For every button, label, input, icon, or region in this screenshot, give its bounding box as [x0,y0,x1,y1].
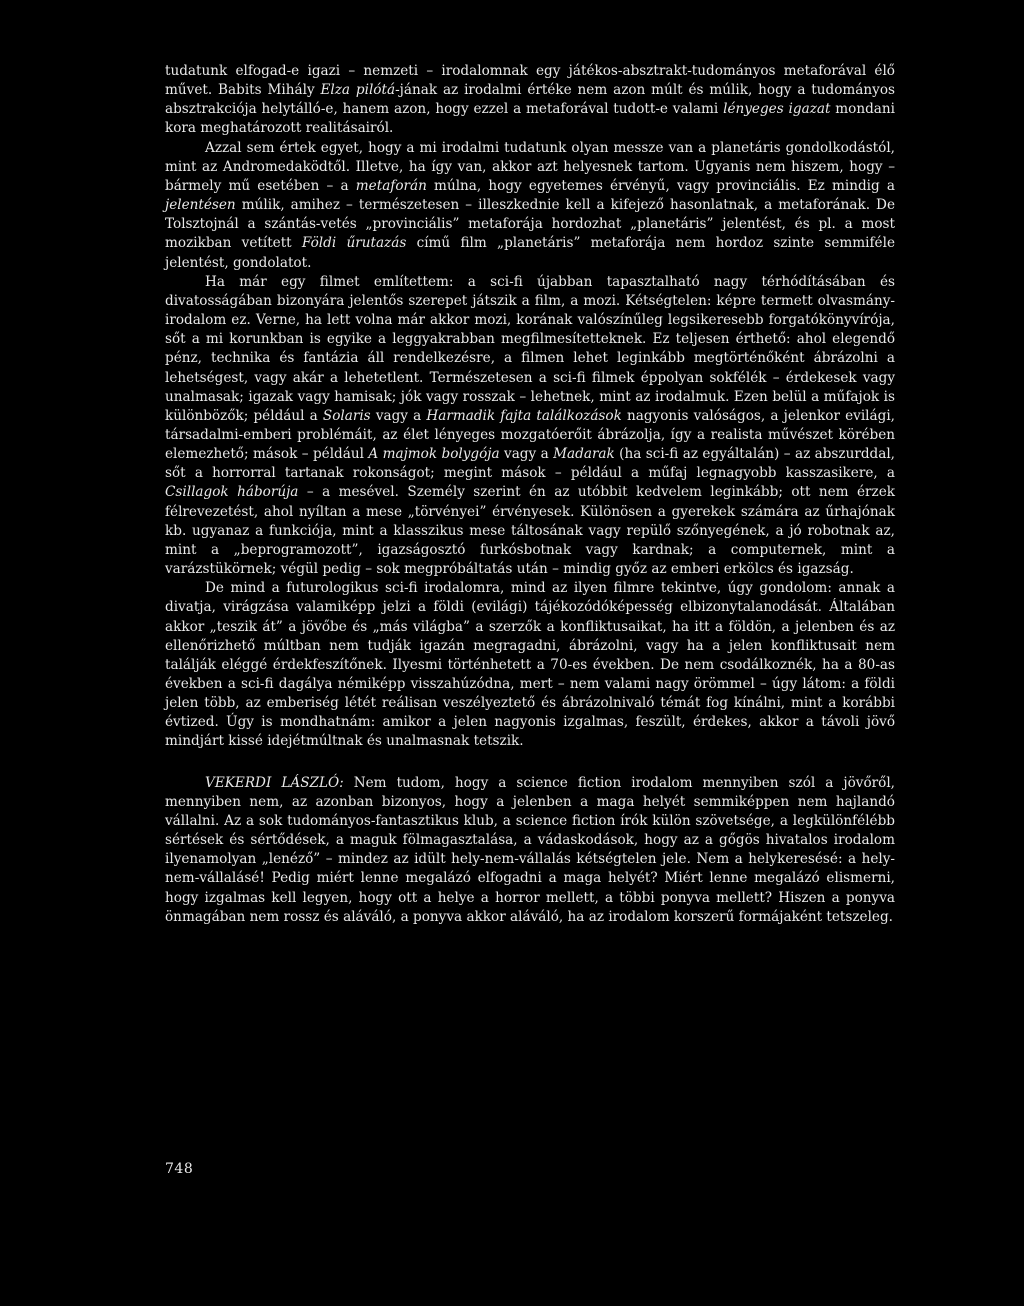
paragraph-3 [165,273,895,580]
text-segment: nagyonis valóságos, a jelenkor evilági, társadalmi-emberi problémáit, az élet lényeges mozgatóerőit ábrázolja, így a realista művészet körében elemezhető; mások – például [165,407,895,463]
text-segment: De mind a futurologikus sci-fi irodalomra, mind az ilyen filmre tekintve, úgy gondolom: annak a divatja, virágzása valamiképp jelzi a földi (evilági) tájékozódóképesség elbizonytalanodását. Általában akkor „teszik át” a jövőbe és „más világba” a szerzők a konfliktusaikat, ha itt a földön, a jelenben és az ellenőrizhető múltban nem tudják igazán megragadni, ábrázolni, vagy ha a jelen konfliktusait nem találják eléggé érdekfeszítőnek. Ilyesmi történhetett a 70-es években. De nem csodálkoznék, ha a 80-as években a sci-fi dagálya némiképp visszahúzódna, mert – nem valami nagy örömmel – úgy látom: a földi jelen több, az emberiség létét reálisan veszélyeztető és ábrázolnivaló témát fog kínálni, mint a korábbi évtized. Úgy is mondhatnám: amikor a jelen nagyonis izgalmas, feszült, érdekes, akkor a távoli jövő mindjárt kissé idejétmúltnak és unalmasnak tetszik. [165,580,895,750]
text-segment: Ha már egy filmet említettem: a sci-fi újabban tapasztalható nagy térhódításában és divatosságában bizonyára jelentős szerepet játszik a film, a mozi. Kétségtelen: képre termett olvasmány-irodalom ez. Verne, ha lett volna már akkor mozi, korának valószínűleg legsikeresebb forgatókönyvírója, sőt a mi korunkban is egyike a leggyakrabban megfilmesítetteknek. Ez teljesen érthető: ahol elegendő pénz, technika és fantázia áll rendelkezésre, a filmen lehet leginkább megtörténőként ábrázolni a lehetségest, vagy akár a lehetetlent. Természetesen a sci-fi filmek éppolyan sokfélék – érdekesek vagy unalmasak; igazak vagy hamisak; jók vagy rosszak – lehetnek, mint az irodalmuk. Ezen belül a műfajok is különbözők; például a [165,273,895,424]
text-segment: című film „planetáris” metaforája nem hordoz szinte semmiféle jelentést, gondolatot. [165,235,895,271]
italic-text-segment: Solaris [322,407,371,424]
text-segment: vagy a [370,407,427,424]
italic-text-segment: lényeges igazat [723,101,831,118]
italic-text-segment: Elza pilótá [320,82,396,99]
text-segment: (ha sci-fi az egyáltalán) – az abszurddal, sőt a horrorral tartanak rokonságot; megint mások – például a műfaj legnagyobb kasszasikere, a [165,446,896,482]
page-number: 748 [165,1161,194,1177]
italic-text-segment: Csillagok háborúja [165,484,299,501]
text-segment: múlik, amihez – természetesen – illeszkednie kell a kifejező hasonlatnak, a metaforának. De Tolsztojnál a szántás-vetés „provinciális” metaforája hordozhat „planetáris” jelentést, és pl. a most mozikban vetített [165,197,895,252]
text-segment: vagy a [499,446,554,463]
italic-text-segment: metaforán [355,177,427,194]
text-segment: Azzal sem értek egyet, hogy a mi irodalmi tudatunk olyan messze van a planetáris gondolkodástól, mint az Andromedaködtől. Illetve, ha így van, akkor azt helyesnek tartom. Ugyanis nem hiszem, hogy – bármely mű esetében – a [165,139,895,194]
text-segment: -jának az irodalmi értéke nem azon múlt és múlik, hogy a tudományos absztrakciója helytálló-e, hanem azon, hogy ezzel a metaforával tudott-e valami [165,82,896,118]
paragraph-4 [165,579,895,751]
italic-text-segment: A majmok bolygója [368,446,500,463]
paragraph-1 [165,62,895,139]
text-segment: – a mesével. Személy szerint én az utóbbit kedvelem leginkább; ott nem érzek félrevezetést, ahol nyíltan a mese „törvényei” érvényesek. Különösen a gyerekek számára az űrhajónak kb. ugyanaz a funkciója, mint a klasszikus mese táltosának vagy repülő szőnyegének, a jó robotnak az, mint a „beprogramozott”, igazságosztó furkósbotnak vagy kardnak; a computernek, mint a varázstükörnek; végül pedig – sok megpróbáltatás után – mindig győz az emberi erkölcs és igazság. [165,484,895,578]
paragraph-5-vekerdi [165,774,895,927]
italic-text-segment: Madarak [553,446,615,463]
italic-text-segment: jelentésen [165,197,236,214]
text-segment: Nem tudom, hogy a science fiction irodalom mennyiben szól a jövőről, mennyiben nem, az azonban bizonyos, hogy a jelenben a maga helyét semmiképpen nem hajlandó vállalni. Az a sok tudományos-fantasztikus klub, a science fiction írók külön szövetsége, a legkülönfélébb sértések és sértődések, a maguk fölmagasztalása, a vádaskodások, hogy az a gőgös hivatalos irodalom ilyenamolyan „lenéző” – mindez az idült hely-nem-vállalás kétségtelen jele. Nem a helykeresésé: a hely-nem-vállalásé! Pedig miért lenne megalázó elfogadni a maga helyét? Miért lenne megalázó elismerni, hogy izgalmas kell legyen, hogy ott a helye a horror mellett, a többi ponyva mellett? Hiszen a ponyva önmagában nem rossz és aláváló, a ponyva akkor aláváló, ha az irodalom korszerű formájaként tetszeleg. [165,774,895,925]
italic-text-segment: VEKERDI LÁSZLÓ: [205,774,344,791]
italic-text-segment: Harmadik fajta találkozások [426,407,622,424]
text-segment: mondani kora meghatározott realitásairól. [165,101,895,137]
document-body [165,62,895,927]
text-segment: múlna, hogy egyetemes érvényű, vagy provinciális. Ez mindig a [426,177,895,194]
italic-text-segment: Földi űrutazás [301,235,407,252]
paragraph-2 [165,139,895,273]
text-segment: tudatunk elfogad-e igazi – nemzeti – irodalomnak egy játékos-absztrakt-tudományos metaforával élő művet. Babits Mihály [165,63,895,99]
